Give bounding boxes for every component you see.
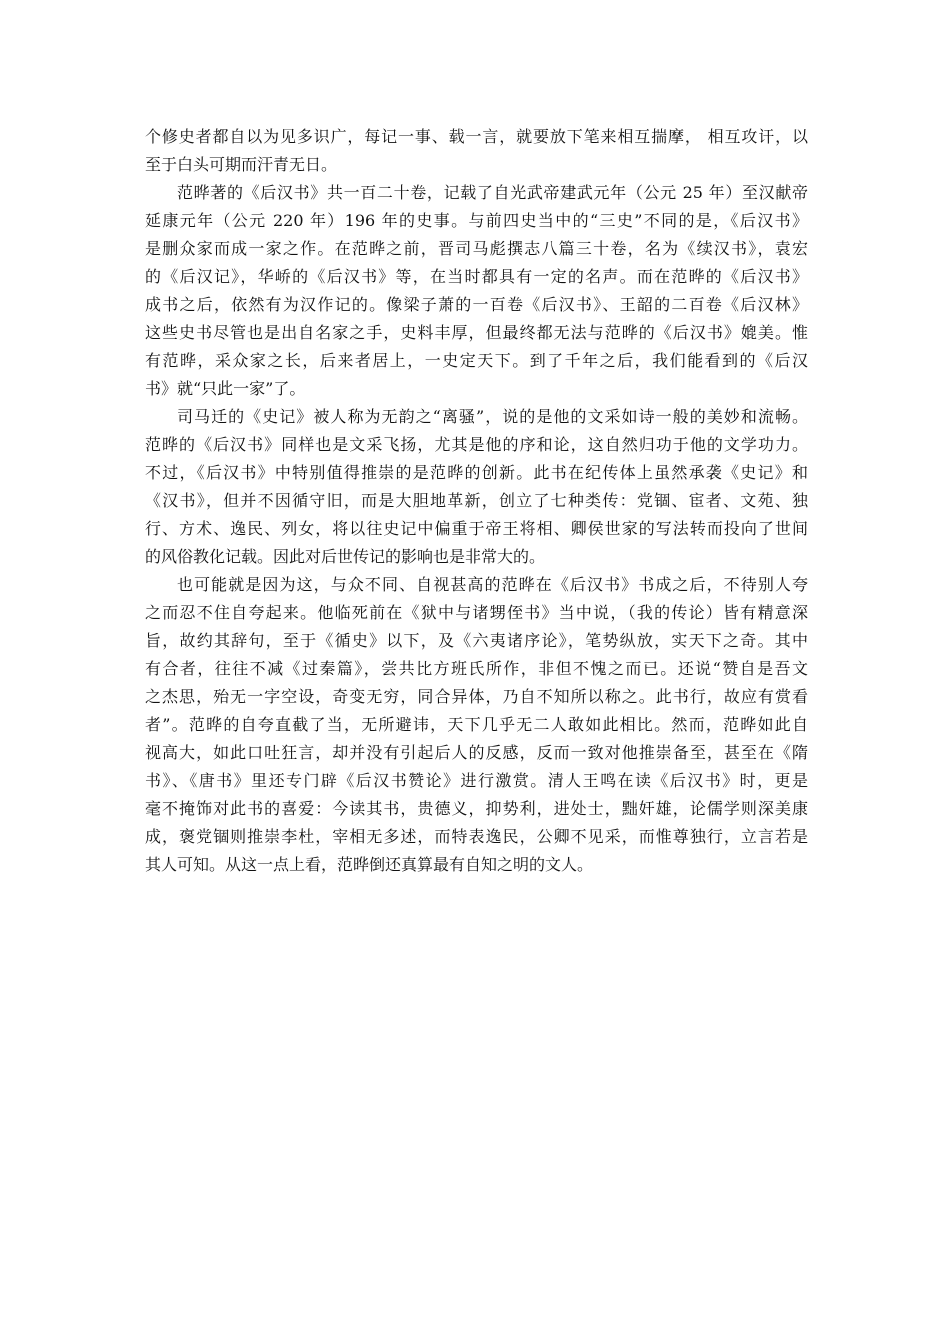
text-line: 这些史书尽管也是出自名家之手，史料丰厚，但最终都无法与范晔的《后汉书》媲美。惟 — [145, 323, 808, 342]
text-line: 书》、《唐书》里还专门辟《后汉书赞论》进行激赏。清人王鸣在读《后汉书》时，更是 — [145, 771, 808, 790]
text-line: 司马迁的《史记》被人称为无韵之“离骚”，说的是他的文采如诗一般的美妙和流畅。 — [177, 407, 808, 426]
text-line: 《汉书》，但并不因循守旧，而是大胆地革新，创立了七种类传：党锢、宦者、文苑、独 — [145, 491, 808, 510]
text-line: 有合者，往往不减《过秦篇》，尝共比方班氏所作，非但不愧之而已。还说“赞自是吾文 — [145, 659, 808, 678]
text-line: 成书之后，依然有为汉作记的。像梁子萧的一百卷《后汉书》、王韶的二百卷《后汉林》 — [145, 295, 808, 314]
paragraph — [145, 403, 808, 571]
text-line: 个修史者都自以为见多识广，每记一事、载一言，就要放下笔来相互揣摩， 相互攻讦，以 — [145, 127, 808, 146]
text-line: 旨，故约其辞句，至于《循史》以下，及《六夷诸序论》，笔势纵放，实天下之奇。其中 — [145, 631, 808, 650]
text-line: 视高大，如此口吐狂言，却并没有引起后人的反感，反而一致对他推崇备至，甚至在《隋 — [145, 743, 808, 762]
text-line: 成，褒党锢则推崇李杜，宰相无多述，而特表逸民，公卿不见采，而惟尊独行，立言若是 — [145, 827, 808, 846]
text-line: 其人可知。从这一点上看，范晔倒还真算最有自知之明的文人。 — [145, 855, 594, 874]
paragraph — [145, 179, 808, 403]
text-line: 不过，《后汉书》中特别值得推崇的是范晔的创新。此书在纪传体上虽然承袭《史记》和 — [145, 463, 808, 482]
text-line: 者”。范晔的自夸直截了当，无所避讳，天下几乎无二人敢如此相比。然而，范晔如此自 — [145, 715, 808, 734]
text-line: 的《后汉记》，华峤的《后汉书》等，在当时都具有一定的名声。而在范晔的《后汉书》 — [145, 267, 808, 286]
text-line: 的风俗教化记载。因此对后世传记的影响也是非常大的。 — [145, 547, 546, 566]
text-line: 毫不掩饰对此书的喜爱：今读其书，贵德义，抑势利，进处士，黜奸雄，论儒学则深美康 — [145, 799, 808, 818]
text-line: 有范晔，采众家之长，后来者居上，一史定天下。到了千年之后，我们能看到的《后汉 — [145, 351, 808, 370]
text-line: 书》就“只此一家”了。 — [145, 379, 306, 398]
text-line: 是删众家而成一家之作。在范晔之前，晋司马彪撰志八篇三十卷，名为《续汉书》，袁宏 — [145, 239, 808, 258]
paragraph — [145, 123, 808, 179]
text-line: 延康元年（公元 220 年）196 年的史事。与前四史当中的“三史”不同的是，《后汉书》 — [145, 211, 808, 230]
text-line: 范晔的《后汉书》同样也是文采飞扬，尤其是他的序和论，这自然归功于他的文学功力。 — [145, 435, 808, 454]
text-line: 之而忍不住自夸起来。他临死前在《狱中与诸甥侄书》当中说，（我的传论）皆有精意深 — [145, 603, 808, 622]
text-line: 之杰思，殆无一字空设，奇变无穷，同合异体，乃自不知所以称之。此书行，故应有赏看 — [145, 687, 808, 706]
text-line: 至于白头可期而汗青无日。 — [145, 155, 338, 174]
paragraph — [145, 571, 808, 879]
document-body — [145, 123, 808, 879]
text-line: 也可能就是因为这，与众不同、自视甚高的范晔在《后汉书》书成之后，不待别人夸 — [177, 575, 808, 594]
text-line: 行、方术、逸民、列女，将以往史记中偏重于帝王将相、卿侯世家的写法转而投向了世间 — [145, 519, 808, 538]
text-line: 范晔著的《后汉书》共一百二十卷，记载了自光武帝建武元年（公元 25 年）至汉献帝 — [177, 183, 808, 202]
